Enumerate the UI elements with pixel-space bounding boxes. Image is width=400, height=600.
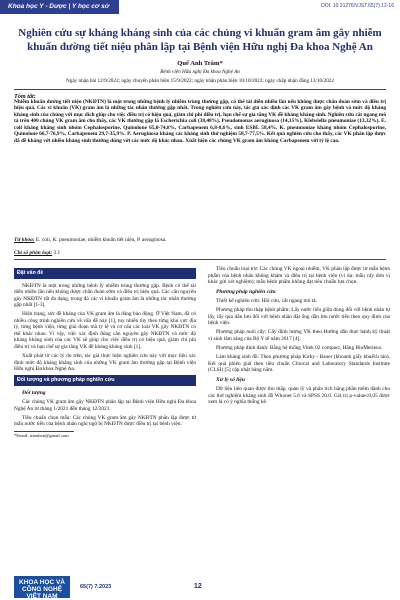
method-heading: Phương pháp nghiên cứu xyxy=(216,288,276,295)
section-divider xyxy=(14,259,386,260)
journal-header xyxy=(0,0,400,14)
data-paragraph: Dữ liệu liên quan được thu thập, quản lý và phân tích bằng phần mềm dành cho các thử nghiệm kháng sinh đồ Whonet 5.6 và SPSS 20.0. Giá trị p-value≤0,05 được xem là có ý nghĩa thống kê. xyxy=(208,386,390,406)
keywords-line xyxy=(14,237,386,243)
page-footer xyxy=(0,574,400,600)
intro-paragraph: NKĐTN là một trong những bệnh lý nhiễm trùng thường gặp. Bệnh có thể tái diễn nhiều lần nếu không được chẩn đoán sớm và điều trị hiệu quả. Các căn nguyên gây NKĐTN rất đa dạng, trong đó các vi khuẩn gram âm là những tác nhân thường gặp nhất [1-3]. xyxy=(14,282,196,309)
method-paragraph: Phương pháp định danh: Bằng hệ thống Vitek 02 compact, Hãng BioMerieux. xyxy=(216,344,383,351)
page-number: 12 xyxy=(194,583,202,590)
exclusion-paragraph: Tiêu chuẩn loại trừ: Các chủng VK ngoại nhiễm, VK phân lập được từ mẫu bệnh phẩm của bệnh nhân không khám và điều trị tại bệnh viện (ví dụ: mẫu cấy đơn vị khác gửi xét nghiệm); mẫu bệnh phẩm không đạt tiêu chuẩn lựa chọn. xyxy=(208,266,390,286)
method-paragraph: Phương pháp nuôi cấy: Cấy định lượng VK theo Hướng dẫn thực hành kỹ thuật vi sinh lâm sàng của Bộ Y tế năm 2017 [4]. xyxy=(208,329,390,342)
category-line xyxy=(14,250,386,256)
subject-paragraph: Tiêu chuẩn chọn mẫu: Các chủng VK gram âm gây NKĐTN phân lập được từ mẫu nước tiểu của bệnh nhân nghi ngờ bị NKĐTN được điều trị tại bệnh viện. xyxy=(14,414,196,428)
keywords-label: Từ khóa: xyxy=(14,237,35,243)
email-footnote xyxy=(14,431,74,440)
method-paragraph: Làm kháng sinh đồ: Theo phương pháp Kirby - Bauer (khoanh giấy khuếch tán). Kết quả phiên giải theo tiêu chuẩn Clinical and Laboratory Standards Institute (CLSI) [5] cập nhật hàng năm. xyxy=(208,354,390,374)
email-text[interactable]: *Email: tramlien@gmail.com xyxy=(14,432,69,438)
left-column xyxy=(14,266,196,439)
right-column xyxy=(208,266,390,408)
subject-heading: Đối tượng xyxy=(22,389,46,396)
author-affiliation: Bệnh viện Hữu nghị Đa khoa Nghệ An xyxy=(160,69,240,75)
subject-paragraph: Các chủng VK gram âm gây NKĐTN phân lập tại Bệnh viện Hữu nghị Đa khoa Nghệ An từ tháng 1/2021 đến tháng 12/2021. xyxy=(14,399,196,412)
submission-dates: Ngày nhận bài 12/9/2022; ngày chuyển phản biện 15/9/2022; ngày nhận phản biện 10/10/2022; ngày chấp nhận đăng 13/10/2022 xyxy=(66,78,334,84)
author-name: Quế Anh Trâm* xyxy=(177,60,223,67)
category-label: Chỉ số phân loại: xyxy=(14,250,53,256)
intro-heading: Đặt vấn đề xyxy=(14,268,196,279)
methods-heading: Đối tượng và phương pháp nghiên cứu xyxy=(14,375,196,386)
journal-logo: KHOA HỌC VÀ CÔNG NGHỆ VIỆT NAM xyxy=(14,576,70,598)
doi-label[interactable]: DOI: 10.31276/VJST.65(7).12-16 xyxy=(321,3,394,9)
journal-name: Khoa học Y - Dược | Y học cơ sở xyxy=(0,0,119,14)
article-title: Nghiên cứu sự kháng kháng sinh của các chủng vi khuẩn gram âm gây nhiễm khuẩn đường tiết niệu phân lập tại Bệnh viện Hữu nghị Đa khoa Nghệ An xyxy=(18,27,382,53)
method-paragraph: Phương pháp thu thập bệnh phẩm: Lấy nước tiểu giữa dòng đối với bệnh nhân tự lấy, lấy qua dẫn lưu đối với bệnh nhân đặt ống dẫn lưu nước tiểu theo quy định của bệnh viện. xyxy=(208,307,390,327)
category-value: 3.1 xyxy=(53,250,61,256)
keywords-text: E. coli, K. pneumoniae, nhiễm khuẩn tiết niệu, P. aeruginosa. xyxy=(35,237,167,243)
issue-number: 65(7) 7.2023 xyxy=(80,584,112,590)
abstract-text: Nhiễm khuẩn đường tiết niệu (NKĐTN) là một trong những bệnh lý nhiễm trùng thường gặp, có thể tái diễn nhiều lần nếu không được chẩn đoán sớm và điều trị hiệu quả. Các vi khuẩn (VK) gram âm là những tác nhân thường gặp nhất. Trong nghiên cứu này, tác giả xác định các VK gram âm gây bệnh và mức độ kháng kháng sinh của chúng với mục đích giúp cho việc điều trị có hiệu quả, giảm chi phí điều trị, hạn chế sự gia tăng VK đề kháng kháng sinh. Nghiên cứu cắt ngang mô tả trên 400 chủng VK gram âm cho thấy, các VK thường gặp là Escherichia coli (38,48%), Pseudomonas aeruginosa (14,15%), Klebsiella pneumoniae (13,32%). E. coli kháng kháng sinh nhóm Cephalosporine, Quinolone 65,0-74,8%, Carbapenem 6,8-8,6%, sinh ESBL 58,4%. K. pneumoniae kháng nhóm Cephalosporine, Quinolone 66,7-76,9%, Carbapenem 29,7-35,9%. P. Aeruginosa kháng các kháng sinh thử nghiệm 58,7-77,5%. Kết quả nghiên cứu cho thấy, các VK phân lập được đã đề kháng với nhiều kháng sinh thường dùng với các mức độ khác nhau. Xuất hiện các chủng VK gram âm kháng Carbapenem với tỷ lệ cao. xyxy=(14,99,386,144)
data-heading: Xử lý số liệu xyxy=(216,376,245,383)
intro-paragraph: Xuất phát từ các lý do trên, tác giả thực hiện nghiên cứu này với mục tiêu xác định mức độ kháng kháng sinh của những VK gram âm thường gặp tại Bệnh viện Hữu nghị Đa khoa Nghệ An. xyxy=(14,353,196,373)
abstract-label: Tóm tắt: xyxy=(14,89,386,100)
intro-paragraph: Hiện trạng, sức đề kháng của VK gram âm là đáng báo động. Ở Việt Nam, đã có nhiều công trình nghiên cứu về vấn đề này [1], tuy nhiên tùy theo từng khu vực địa lý, từng bệnh viện, từng giai đoạn mà tỷ lệ và cơ cấu các loài VK gây NKĐTN có thể khác nhau. Vì vậy, việc xác định đúng căn nguyên gây NKĐTN và mức độ kháng kháng sinh của các VK sẽ giúp cho việc điều trị có hiệu quả, giảm chi phí điều trị và hạn chế sự gia tăng VK đề kháng kháng sinh [1]. xyxy=(14,311,196,350)
method-paragraph: Thiết kế nghiên cứu: Hồi cứu, cắt ngang mô tả. xyxy=(216,298,317,305)
